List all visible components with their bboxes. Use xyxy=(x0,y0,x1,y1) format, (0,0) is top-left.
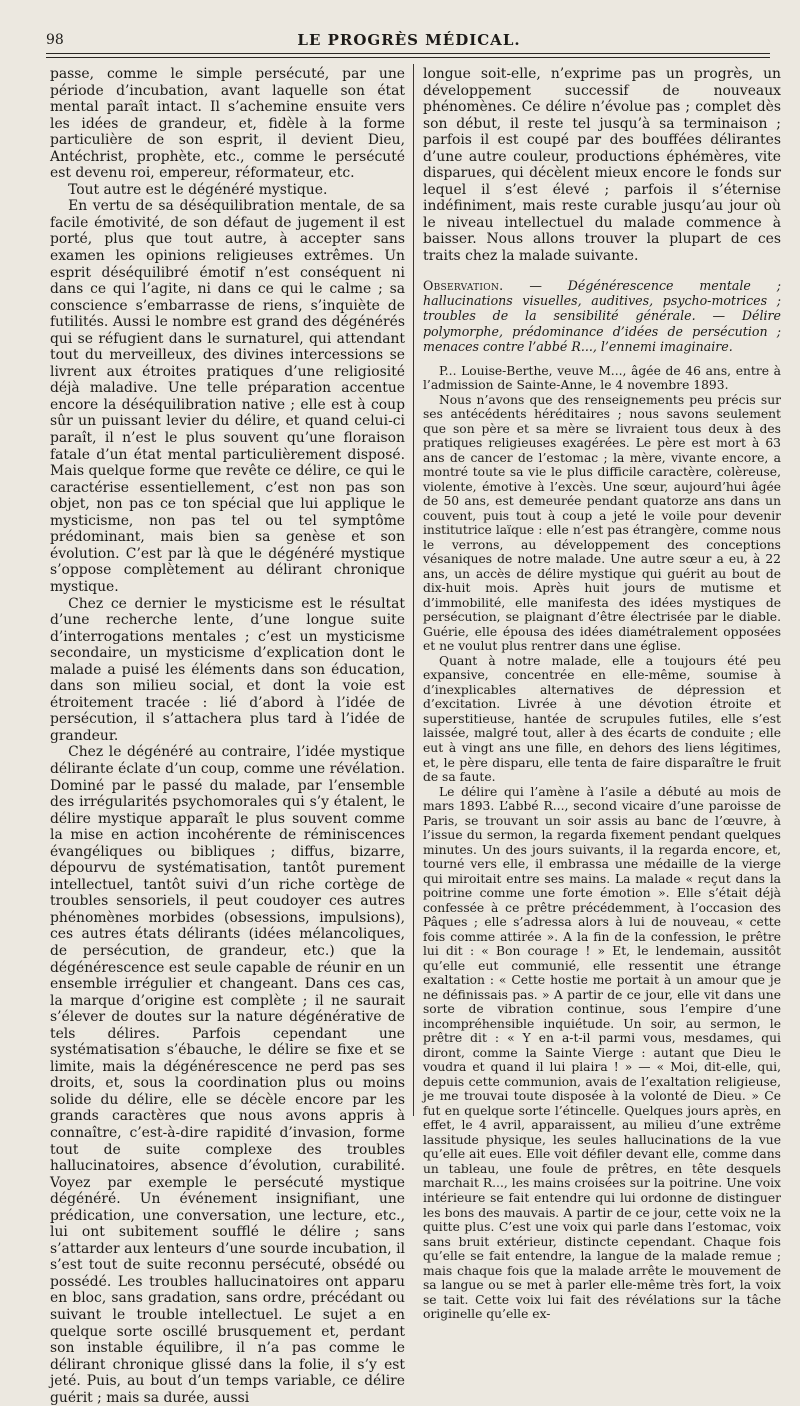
observation-heading xyxy=(423,278,781,355)
observation-separator: — xyxy=(503,277,568,293)
page-number: 98 xyxy=(46,32,64,48)
paragraph: En vertu de sa déséquilibration mentale, de sa facile émotivité, de son défaut de jugement il est porté, plus que tout autre, à accepter sans examen les opinions religieuses extrêmes. Un esprit déséquilibré émotif n’est conséquent ni dans ce qui l’agite, ni dans ce qui le calme ; sa conscience s’embarrasse de riens, s’inquiète de futilités. Aussi le nombre est grand des dégénérés qui se réfugient dans le surnaturel, qui attendant tout du merveilleux, des divines intercessions se livrent aux étroites pratiques d’une religiosité déjà maladive. Une telle préparation accentue encore la déséquilibration native ; elle est à coup sûr un puissant levier du délire, et quand celui-ci paraît, il n’est le plus souvent qu’une floraison fatale d’un état mental particulièrement disposé. Mais quelque forme que revête ce délire, ce qui le caractérise essentiellement, c’est non pas son objet, non pas ce ton spécial que lui applique le mysticisme, non pas tel ou tel symptôme prédominant, mais bien sa genèse et son évolution. C’est par là que le dégénéré mystique s’oppose complètement au délirant chronique mystique. xyxy=(50,198,405,595)
observation-label: Observation. xyxy=(423,277,504,293)
paragraph: Tout autre est le dégénéré mystique. xyxy=(68,181,328,198)
right-column xyxy=(423,66,781,1322)
case-paragraph: Nous n’avons que des renseignements peu précis sur ses antécédents héréditaires ; nous savons seulement que son père et sa mère se livraient tous deux à des pratiques religieuses exagérées. Le père est mort à 63 ans de cancer de l’estomac ; la mère, vivante encore, a montré toute sa vie le plus difficile caractère, colèreuse, violente, émotive à l’excès. Une sœur, aujourd’hui âgée de 50 ans, est demeurée pendant quatorze ans dans un couvent, puis tout à coup a jeté le voile pour devenir institutrice laïque : elle n’est pas étrangère, comme nous le verrons, au développement des conceptions vésaniques de notre malade. Une autre sœur a eu, à 22 ans, un accès de délire mystique qui guérit au bout de dix-huit mois. Après huit jours de mutisme et d’immobilité, elle manifesta des idées mystiques de persécution, se plaignant d’être électrisée par le diable. Guérie, elle épousa des idées diamétralement opposées et ne voulut plus rentrer dans une église. xyxy=(423,392,781,654)
case-paragraph: Le délire qui l’amène à l’asile a débuté au mois de mars 1893. L’abbé R..., second vicaire d’une paroisse de Paris, se trouvant un soir assis au banc de l’œuvre, à l’issue du sermon, la regarda fixement pendant quelques minutes. Un des jours suivants, il la regarda encore, et, tourné vers elle, il embrassa une médaille de la vierge qui miroitait entre ses mains. La malade « reçut dans la poitrine comme une forte émotion ». Elle s’était déjà confessée à ce prêtre précédemment, à l’occasion des Pâques ; elle s’adressa alors à lui de nouveau, « cette fois comme attirée ». A la fin de la confession, le prêtre lui dit : « Bon courage ! » Et, le lendemain, aussitôt qu’elle eut communié, elle ressentit une étrange exaltation : « Cette hostie me portait à un amour que je ne définissais pas. » A partir de ce jour, elle vit dans une sorte de vibration continue, sous l’empire d’une incompréhensible inquiétude. Un soir, au sermon, le prêtre dit : « Y en a-t-il parmi vous, mesdames, qui diront, comme la Sainte Vierge : autant que Dieu le voudra et quand il lui plaira ! » — « Moi, dit-elle, qui, depuis cette communion, avais de l’exaltation religieuse, je me trouvai toute disposée à la volonté de Dieu. » Ce fut en quelque sorte l’étincelle. Quelques jours après, en effet, le 4 avril, apparaissent, au milieu d’une extrême lassitude physique, les seules hallucinations de la vue qu’elle ait eues. Elle voit défiler devant elle, comme dans un tableau, une foule de prêtres, en tête desquels marchait R..., les mains croisées sur la poitrine. Une voix intérieure se fait entendre qui lui ordonne de distinguer les bons des mauvais. A partir de ce jour, cette voix ne la quitte plus. C’est une voix qui parle dans l’estomac, voix sans bruit extérieur, distincte cependant. Chaque fois qu’elle se fait entendre, la langue de la malade remue ; mais chaque fois que la malade arrête le mouvement de sa langue ou se met à parler elle-même très fort, la voix se tait. Cette voix lui fait des révélations sur la tâche originelle qu’elle ex- xyxy=(423,784,781,1322)
observation-summary: Dégénérescence mentale ; hallucinations visuelles, auditives, psycho-motrices ; troubles de la sensibilité générale. — Délire polymorphe, prédominance d’idées de persécution ; menaces contre l’abbé R..., l’ennemi imaginaire. xyxy=(423,277,781,355)
case-report xyxy=(423,364,781,1322)
journal-title: LE PROGRÈS MÉDICAL. xyxy=(297,31,521,49)
paragraph: Chez ce dernier le mysticisme est le résultat d’une recherche lente, d’une longue suite d’interrogations mentales ; c’est un mysticisme secondaire, un mysticisme d’explication dont le malade a puisé les éléments dans son éducation, dans son milieu social, et dont la voie est étroitement tracée : lié d’abord à l’idée de persécution, il s’attachera plus tard à l’idée de grandeur. xyxy=(50,595,405,744)
paragraph: passe, comme le simple persécuté, par une période d’incubation, avant laquelle son état mental paraît intact. Il s’achemine ensuite vers les idées de grandeur, et, fidèle à la forme particulière de son esprit, il devient Dieu, Antéchrist, prophète, etc., comme le persécuté est devenu roi, empereur, réformateur, etc. xyxy=(50,66,405,182)
case-paragraph: Quant à notre malade, elle a toujours été peu expansive, concentrée en elle-même, soumise à d’inexplicables alternatives de dépression et d’excitation. Livrée à une dévotion étroite et superstitieuse, hantée de scrupules futiles, elle s’est laissée, malgré tout, aller à des écarts de conduite ; elle eut à vingt ans une fille, en dehors des liens légitimes, et, le père disparu, elle tenta de faire disparaître le fruit de sa faute. xyxy=(423,653,781,785)
header-rule-thick xyxy=(46,53,770,54)
column-divider xyxy=(413,64,414,1116)
paragraph: longue soit-elle, n’exprime pas un progrès, un développement successif de nouveaux phénomènes. Ce délire n’évolue pas ; complet dès son début, il reste tel jusqu’à sa terminaison ; parfois il est coupé par des bouffées délirantes d’une autre couleur, productions éphémères, vite disparues, qui décèlent mieux encore le fonds sur lequel il s’est élevé ; parfois il s’éternise indéfiniment, mais reste curable jusqu’au jour où le niveau intellectuel du malade commence à baisser. Nous allons trouver la plupart de ces traits chez la malade suivante. xyxy=(423,66,781,265)
case-paragraph: P... Louise-Berthe, veuve M..., âgée de 46 ans, entre à l’admission de Sainte-Anne, le 4 novembre 1893. xyxy=(423,363,781,393)
header-rule-thin xyxy=(46,57,770,58)
page-header xyxy=(46,28,772,50)
paragraph: Chez le dégénéré au contraire, l’idée mystique délirante éclate d’un coup, comme une révélation. Dominé par le passé du malade, par l’ensemble des irrégularités psychomorales qui s’y étalent, le délire mystique apparaît le plus souvent comme la mise en action incohérente de réminiscences évangéliques ou bibliques ; diffus, bizarre, dépourvu de systématisation, tantôt purement intellectuel, tantôt suivi d’un riche cortège de troubles sensoriels, il peut coudoyer ces autres phénomènes morbides (obsessions, impulsions), ces autres états délirants (idées mélancoliques, de persécution, de grandeur, etc.) que la dégénérescence est seule capable de réunir en un ensemble irrégulier et changeant. Dans ces cas, la marque d’origine est complète ; il ne saurait s’élever de doutes sur la nature dégénérative de tels délires. Parfois cependant une systématisation s’ébauche, le délire se fixe et se limite, mais la dégénérescence ne perd pas ses droits, et, sous la coordination plus ou moins solide du délire, elle se décèle encore par les grands caractères que nous avons appris à connaître, c’est-à-dire rapidité d’invasion, forme tout de suite complexe des troubles hallucinatoires, absence d’évolution, curabilité. Voyez par exemple le persécuté mystique dégénéré. Un événement insignifiant, une prédication, une conversation, une lecture, etc., lui ont subitement soufflé le délire ; sans s’attarder aux lenteurs d’une sourde incubation, il s’est tout de suite reconnu persécuté, obsédé ou possédé. Les troubles hallucinatoires ont apparu en bloc, sans gradation, sans ordre, précédant ou suivant le trouble intellectuel. Le sujet a en quelque sorte oscillé brusquement et, perdant son instable équilibre, il n’a pas comme le délirant chronique glissé dans la folie, il s’y est jeté. Puis, au bout d’un temps variable, ce délire guérit ; mais sa durée, aussi xyxy=(50,744,405,1406)
left-column xyxy=(50,66,405,1406)
